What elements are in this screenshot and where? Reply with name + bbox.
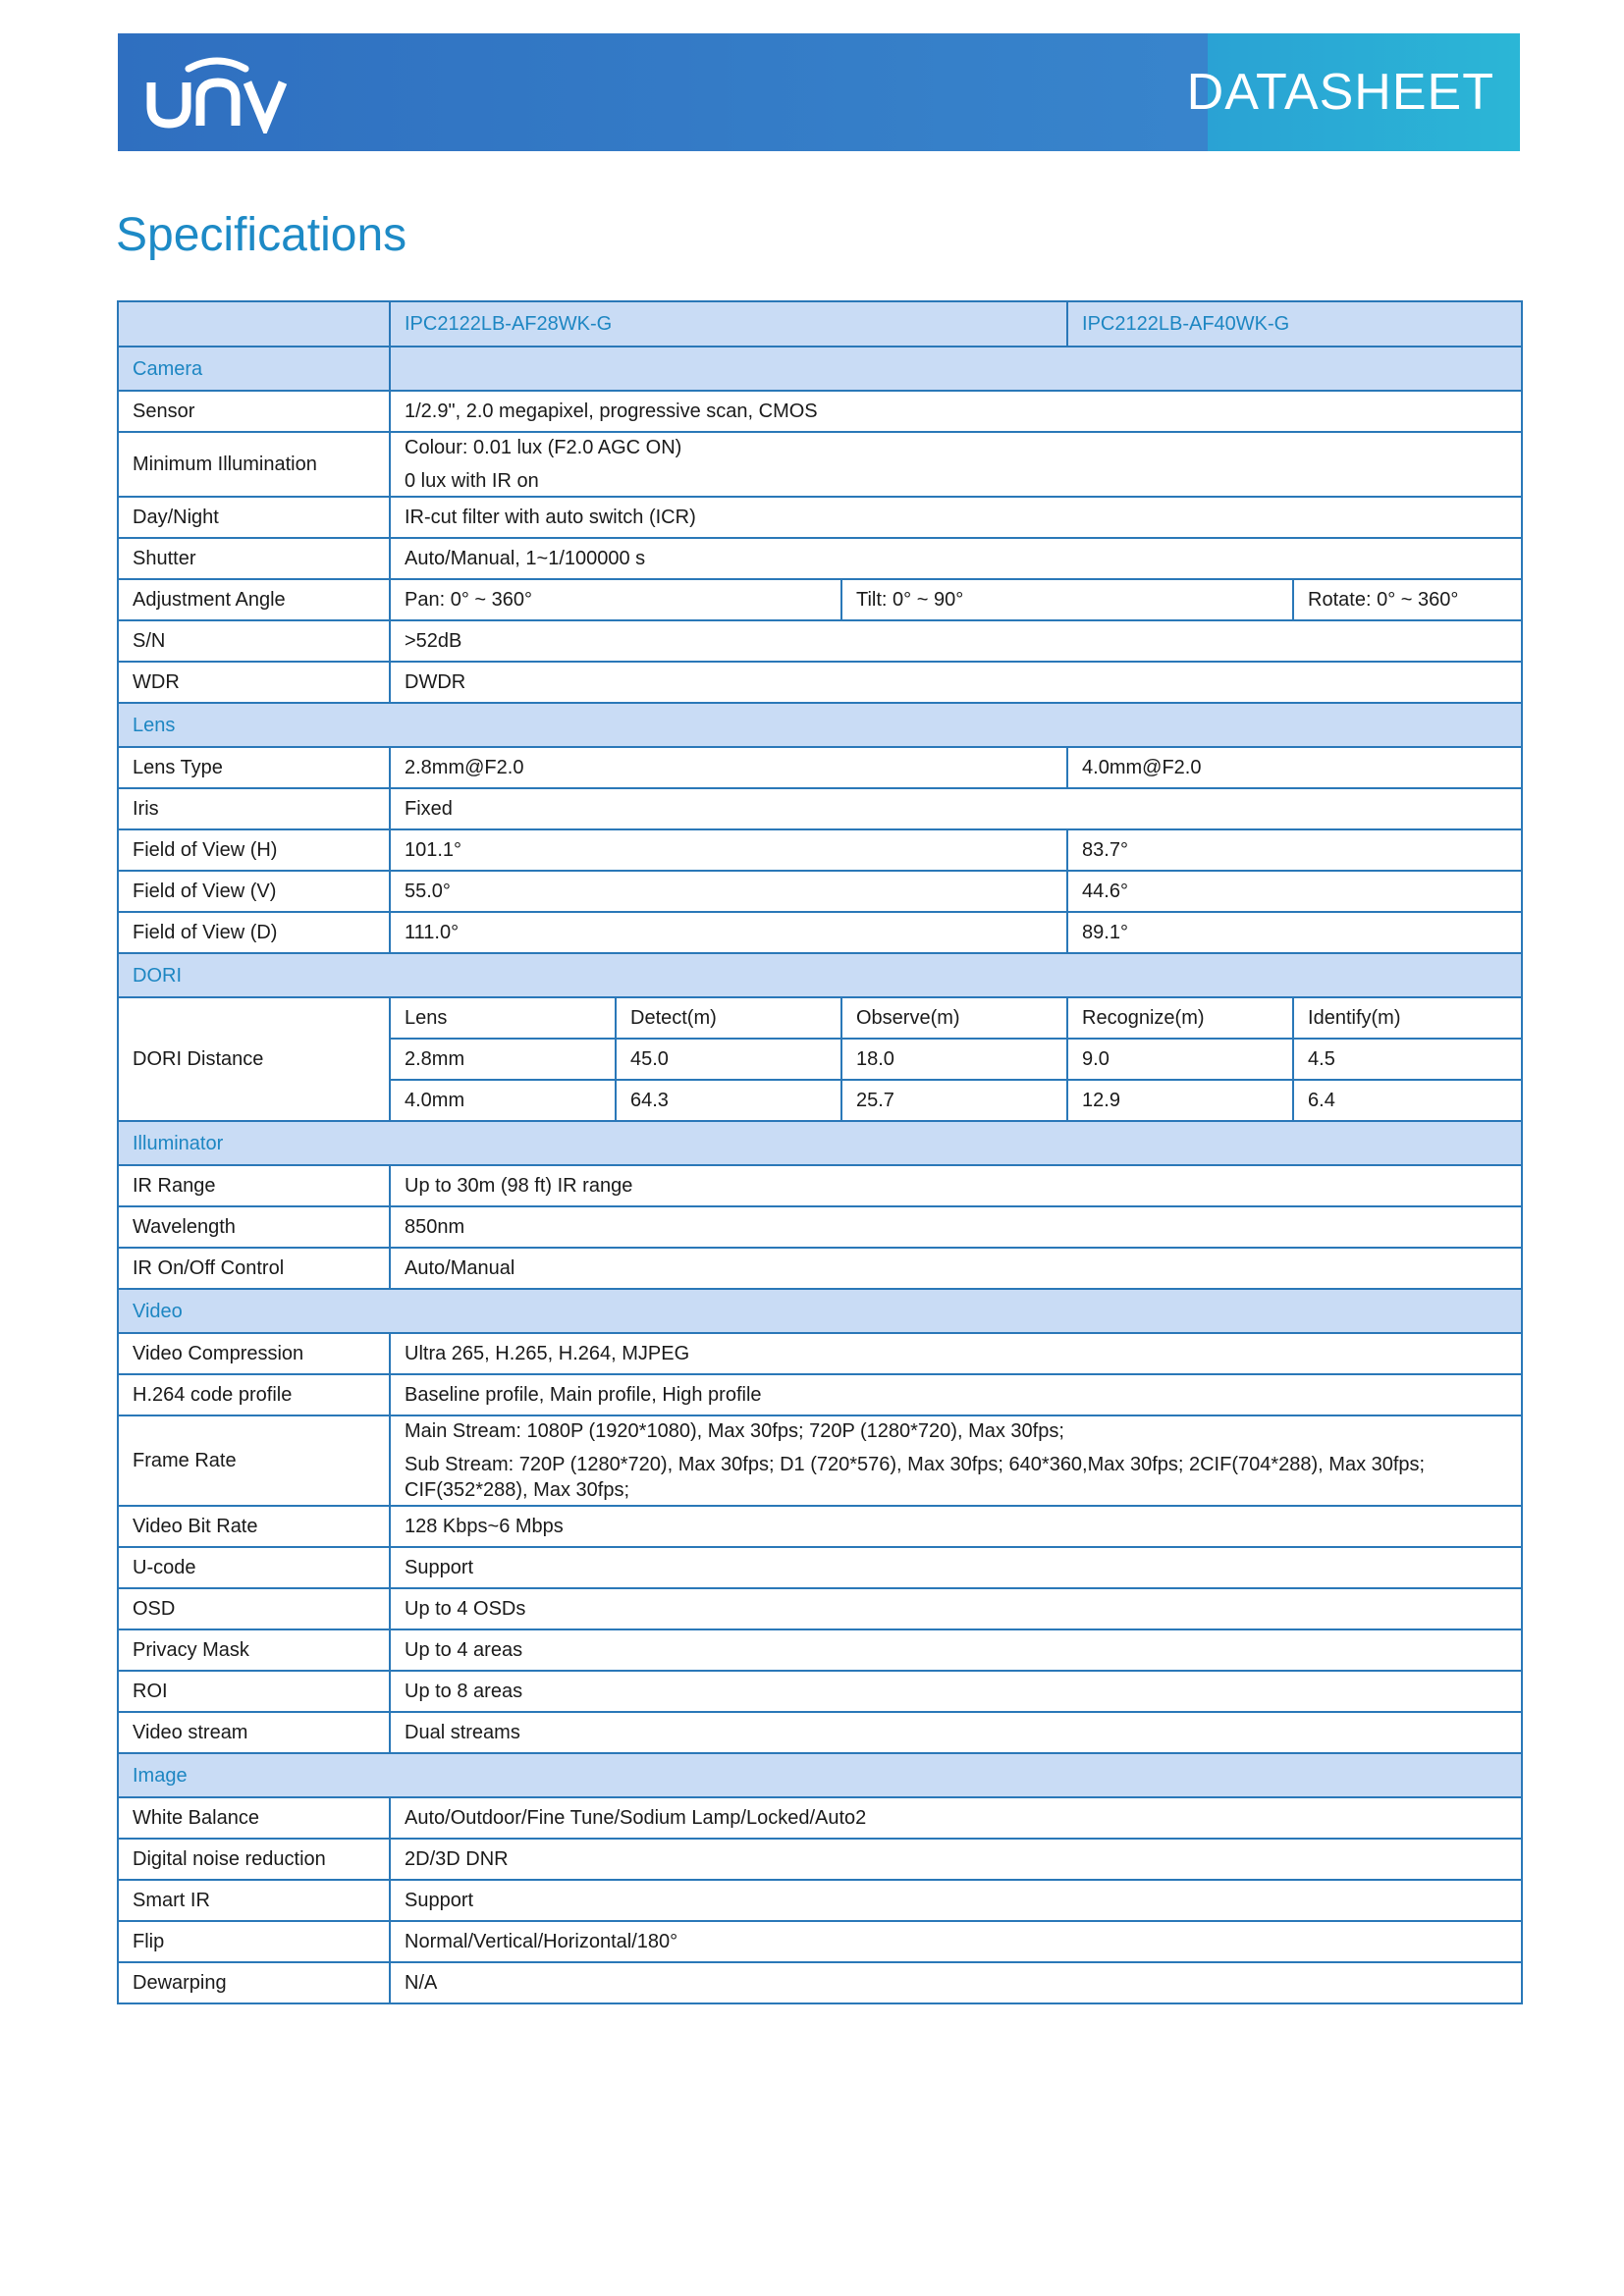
dori-header-cell: Observe(m) — [841, 997, 1067, 1039]
spec-value: Support — [390, 1547, 1522, 1588]
table-row — [118, 579, 1522, 620]
spec-value: 128 Kbps~6 Mbps — [390, 1506, 1522, 1547]
spec-label: Field of View (H) — [118, 829, 390, 871]
spec-value: Dual streams — [390, 1712, 1522, 1753]
spec-label: WDR — [118, 662, 390, 703]
table-row — [118, 788, 1522, 829]
spec-value-b: 83.7° — [1067, 829, 1522, 871]
spec-label: White Balance — [118, 1797, 390, 1839]
dori-header-cell: Identify(m) — [1293, 997, 1522, 1039]
spec-value: Auto/Outdoor/Fine Tune/Sodium Lamp/Locked/Auto2 — [390, 1797, 1522, 1839]
dori-cell: 64.3 — [616, 1080, 841, 1121]
table-row — [118, 1374, 1522, 1415]
dori-header-row — [118, 997, 1522, 1039]
spec-value: Auto/Manual, 1~1/100000 s — [390, 538, 1522, 579]
spec-value: >52dB — [390, 620, 1522, 662]
spec-label: Sensor — [118, 391, 390, 432]
spec-label: Video stream — [118, 1712, 390, 1753]
spec-label: Wavelength — [118, 1206, 390, 1248]
table-row — [118, 871, 1522, 912]
table-row — [118, 1921, 1522, 1962]
spec-label: Flip — [118, 1921, 390, 1962]
table-row — [118, 1415, 1522, 1506]
spec-label: IR Range — [118, 1165, 390, 1206]
spec-value: Auto/Manual — [390, 1248, 1522, 1289]
section-title: Illuminator — [118, 1121, 1522, 1165]
sub-stream-line: Sub Stream: 720P (1280*720), Max 30fps; D1 (720*576), Max 30fps; 640*360,Max 30fps; 2CIF(704*288), Max 30fps; CIF(352*288), Max 30fps; — [405, 1454, 1426, 1501]
spec-value — [390, 1415, 1522, 1506]
datasheet-title: DATASHEET — [1186, 64, 1494, 121]
main-stream-line: Main Stream: 1080P (1920*1080), Max 30fps; 720P (1280*720), Max 30fps; — [405, 1420, 1064, 1442]
spec-label: Privacy Mask — [118, 1629, 390, 1671]
section-image — [118, 1753, 1522, 1797]
dori-cell: 9.0 — [1067, 1039, 1293, 1080]
model-header-row — [118, 301, 1522, 347]
spec-value: Up to 4 OSDs — [390, 1588, 1522, 1629]
spec-value: Support — [390, 1880, 1522, 1921]
dori-header-cell: Detect(m) — [616, 997, 841, 1039]
section-title: Camera — [118, 347, 390, 391]
model-b-name: IPC2122LB-AF40WK-G — [1067, 301, 1522, 347]
spec-label: U-code — [118, 1547, 390, 1588]
spec-label: Field of View (D) — [118, 912, 390, 953]
spec-value: Fixed — [390, 788, 1522, 829]
spec-label: Frame Rate — [118, 1415, 390, 1506]
table-row — [118, 1248, 1522, 1289]
table-row — [118, 1962, 1522, 2003]
spec-value-a: 111.0° — [390, 912, 1067, 953]
section-camera — [118, 347, 1522, 391]
table-row — [118, 432, 1522, 497]
section-title: Image — [118, 1753, 1522, 1797]
spec-value: 850nm — [390, 1206, 1522, 1248]
section-title: Lens — [118, 703, 1522, 747]
spec-label: Day/Night — [118, 497, 390, 538]
banner-accent — [1186, 33, 1520, 151]
dori-cell: 18.0 — [841, 1039, 1067, 1080]
spec-label: OSD — [118, 1588, 390, 1629]
table-row — [118, 391, 1522, 432]
table-row — [118, 1506, 1522, 1547]
spec-label: ROI — [118, 1671, 390, 1712]
spec-value-b: 44.6° — [1067, 871, 1522, 912]
spec-label: Shutter — [118, 538, 390, 579]
spec-label: Smart IR — [118, 1880, 390, 1921]
header-blank-cell — [118, 301, 390, 347]
table-row — [118, 1165, 1522, 1206]
table-row — [118, 1206, 1522, 1248]
spec-value: Normal/Vertical/Horizontal/180° — [390, 1921, 1522, 1962]
table-row — [118, 1797, 1522, 1839]
spec-value: Up to 30m (98 ft) IR range — [390, 1165, 1522, 1206]
spec-label: H.264 code profile — [118, 1374, 390, 1415]
section-lens — [118, 703, 1522, 747]
table-row — [118, 829, 1522, 871]
spec-label: Minimum Illumination — [118, 432, 390, 497]
dori-cell: 12.9 — [1067, 1080, 1293, 1121]
tilt-value: Tilt: 0° ~ 90° — [841, 579, 1293, 620]
spec-label: IR On/Off Control — [118, 1248, 390, 1289]
unv-logo — [143, 55, 291, 133]
section-dori — [118, 953, 1522, 997]
table-row — [118, 1712, 1522, 1753]
section-illuminator — [118, 1121, 1522, 1165]
spec-label: Iris — [118, 788, 390, 829]
spec-table — [117, 300, 1523, 2004]
spec-value-line: Colour: 0.01 lux (F2.0 AGC ON) — [405, 437, 682, 458]
dori-header-cell: Recognize(m) — [1067, 997, 1293, 1039]
spec-label: DORI Distance — [118, 997, 390, 1121]
spec-label: Adjustment Angle — [118, 579, 390, 620]
dori-cell: 25.7 — [841, 1080, 1067, 1121]
spec-label: Video Compression — [118, 1333, 390, 1374]
spec-label: Video Bit Rate — [118, 1506, 390, 1547]
spec-value: 2D/3D DNR — [390, 1839, 1522, 1880]
table-row — [118, 747, 1522, 788]
table-row — [118, 1588, 1522, 1629]
table-row — [118, 1333, 1522, 1374]
spec-value-b: 89.1° — [1067, 912, 1522, 953]
spec-label: S/N — [118, 620, 390, 662]
spec-value-a: 2.8mm@F2.0 — [390, 747, 1067, 788]
spec-value: DWDR — [390, 662, 1522, 703]
pan-value: Pan: 0° ~ 360° — [390, 579, 841, 620]
header-banner — [118, 33, 1520, 151]
table-row — [118, 1547, 1522, 1588]
dori-cell: 6.4 — [1293, 1080, 1522, 1121]
spec-label: Lens Type — [118, 747, 390, 788]
section-title: Video — [118, 1289, 1522, 1333]
model-a-name: IPC2122LB-AF28WK-G — [390, 301, 1067, 347]
dori-cell: 4.0mm — [390, 1080, 616, 1121]
rotate-value: Rotate: 0° ~ 360° — [1293, 579, 1522, 620]
table-row — [118, 620, 1522, 662]
spec-label: Dewarping — [118, 1962, 390, 2003]
section-title: DORI — [118, 953, 1522, 997]
dori-cell: 4.5 — [1293, 1039, 1522, 1080]
dori-cell: 45.0 — [616, 1039, 841, 1080]
table-row — [118, 662, 1522, 703]
table-row — [118, 1671, 1522, 1712]
dori-header-cell: Lens — [390, 997, 616, 1039]
table-row — [118, 497, 1522, 538]
spec-value-a: 55.0° — [390, 871, 1067, 912]
table-row — [118, 1839, 1522, 1880]
section-video — [118, 1289, 1522, 1333]
dori-cell: 2.8mm — [390, 1039, 616, 1080]
table-row — [118, 1880, 1522, 1921]
spec-value: Up to 4 areas — [390, 1629, 1522, 1671]
table-row — [118, 538, 1522, 579]
spec-value-line: 0 lux with IR on — [405, 470, 539, 492]
spec-label: Field of View (V) — [118, 871, 390, 912]
spec-value — [390, 432, 1522, 497]
spec-value: 1/2.9", 2.0 megapixel, progressive scan, CMOS — [390, 391, 1522, 432]
table-row — [118, 1629, 1522, 1671]
table-row — [118, 912, 1522, 953]
spec-value: Ultra 265, H.265, H.264, MJPEG — [390, 1333, 1522, 1374]
spec-value-b: 4.0mm@F2.0 — [1067, 747, 1522, 788]
spec-value: Up to 8 areas — [390, 1671, 1522, 1712]
spec-value: IR-cut filter with auto switch (ICR) — [390, 497, 1522, 538]
spec-label: Digital noise reduction — [118, 1839, 390, 1880]
spec-value: Baseline profile, Main profile, High profile — [390, 1374, 1522, 1415]
spec-value-a: 101.1° — [390, 829, 1067, 871]
spec-value: N/A — [390, 1962, 1522, 2003]
page-title: Specifications — [116, 209, 407, 261]
